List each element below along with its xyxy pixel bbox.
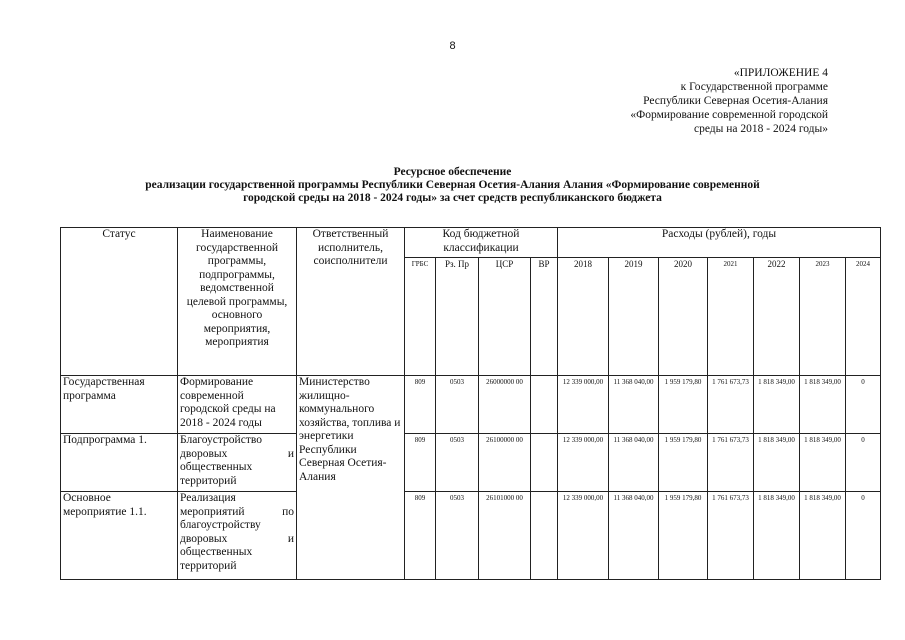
header-code-group: Код бюджетной классификации [405, 228, 558, 258]
row-status: Основное мероприятие 1.1. [61, 492, 178, 580]
cell-csr: 26101000 00 [479, 492, 531, 580]
cell-value: 1 761 673,73 [708, 434, 754, 492]
cell-value: 12 339 000,00 [558, 492, 609, 580]
cell-value: 1 818 349,00 [800, 492, 846, 580]
appendix-line: «ПРИЛОЖЕНИЕ 4 [733, 67, 828, 79]
header-year: 2021 [708, 258, 754, 376]
appendix-line: к Государственной программе [680, 81, 828, 93]
resource-table [60, 227, 881, 580]
title-line: городской среды на 2018 - 2024 годы» за счет средств республиканского бюджета [243, 192, 662, 204]
document-title [90, 166, 815, 205]
header-grbs: ГРБС [405, 258, 436, 376]
cell-rzpr: 0503 [436, 376, 479, 434]
appendix-block [630, 66, 828, 136]
cell-rzpr: 0503 [436, 492, 479, 580]
cell-value: 11 368 040,00 [609, 434, 659, 492]
cell-grbs: 809 [405, 434, 436, 492]
header-status: Статус [61, 228, 178, 376]
row-name: Реализация мероприятий по благоустройству дворовых и общественных территорий [178, 492, 297, 580]
cell-value: 1 761 673,73 [708, 492, 754, 580]
cell-value: 0 [846, 434, 881, 492]
cell-value: 1 959 179,80 [659, 492, 708, 580]
cell-rzpr: 0503 [436, 434, 479, 492]
cell-value: 0 [846, 376, 881, 434]
cell-value: 1 959 179,80 [659, 434, 708, 492]
cell-value: 1 818 349,00 [800, 434, 846, 492]
appendix-line: Республики Северная Осетия-Алания [643, 95, 828, 107]
header-expenses-group: Расходы (рублей), годы [558, 228, 881, 258]
cell-value: 1 761 673,73 [708, 376, 754, 434]
cell-value: 1 818 349,00 [754, 376, 800, 434]
row-status: Государственная программа [61, 376, 178, 434]
cell-value: 12 339 000,00 [558, 434, 609, 492]
cell-csr: 26000000 00 [479, 376, 531, 434]
header-year: 2019 [609, 258, 659, 376]
header-name: Наименование государственной программы, подпрограммы, ведомственной целевой программы, основного мероприятия, мероприятия [178, 228, 297, 376]
row-executor: Министерство жилищно-коммунального хозяйства, топлива и энергетики Республики Северная Осетия-Алания [297, 376, 405, 580]
cell-value: 1 818 349,00 [754, 492, 800, 580]
appendix-line: среды на 2018 - 2024 годы» [693, 123, 828, 135]
cell-value: 1 959 179,80 [659, 376, 708, 434]
header-csr: ЦСР [479, 258, 531, 376]
cell-value: 1 818 349,00 [800, 376, 846, 434]
row-status: Подпрограмма 1. [61, 434, 178, 492]
header-year: 2022 [754, 258, 800, 376]
row-name: Формирование современной городской среды на 2018 - 2024 годы [178, 376, 297, 434]
header-year: 2020 [659, 258, 708, 376]
cell-value: 0 [846, 492, 881, 580]
cell-vr [531, 376, 558, 434]
table-row [61, 434, 881, 492]
appendix-line: «Формирование современной городской [630, 109, 828, 121]
cell-vr [531, 434, 558, 492]
cell-grbs: 809 [405, 376, 436, 434]
title-line: реализации государственной программы Республики Северная Осетия-Алания Алания «Формирование современной [145, 179, 760, 191]
row-name: Благоустройство дворовых и общественных территорий [178, 434, 297, 492]
cell-value: 1 818 349,00 [754, 434, 800, 492]
cell-grbs: 809 [405, 492, 436, 580]
table-header-row [61, 228, 881, 258]
table-row [61, 492, 881, 580]
header-rzpr: Рз. Пр [436, 258, 479, 376]
cell-value: 11 368 040,00 [609, 376, 659, 434]
cell-vr [531, 492, 558, 580]
title-line: Ресурсное обеспечение [393, 166, 512, 178]
header-year: 2018 [558, 258, 609, 376]
header-year: 2023 [800, 258, 846, 376]
table-row [61, 376, 881, 434]
cell-csr: 26100000 00 [479, 434, 531, 492]
header-vr: ВР [531, 258, 558, 376]
cell-value: 11 368 040,00 [609, 492, 659, 580]
page-number: 8 [449, 40, 456, 52]
cell-value: 12 339 000,00 [558, 376, 609, 434]
header-year: 2024 [846, 258, 881, 376]
header-executor: Ответственный исполнитель, соисполнители [297, 228, 405, 376]
